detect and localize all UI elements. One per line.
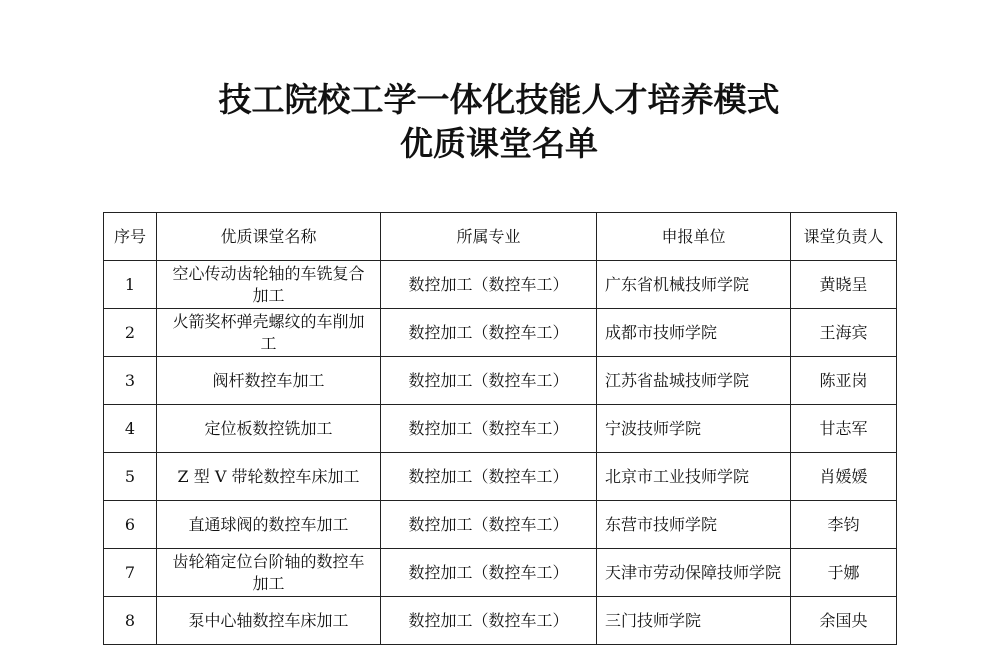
header-major: 所属专业 — [381, 213, 597, 261]
row-index: 7 — [104, 549, 157, 597]
row-unit: 三门技师学院 — [605, 610, 702, 630]
row-index: 4 — [104, 405, 157, 453]
row-course: 泵中心轴数控车床加工 — [188, 610, 349, 630]
row-unit-cell — [597, 405, 791, 453]
row-major: 数控加工（数控车工） — [381, 501, 597, 549]
table-row — [104, 501, 897, 549]
row-index: 1 — [104, 261, 157, 309]
row-major: 数控加工（数控车工） — [381, 309, 597, 357]
row-owner: 王海宾 — [791, 309, 897, 357]
table-row — [104, 261, 897, 309]
table-row — [104, 357, 897, 405]
row-course-cell — [157, 309, 381, 357]
row-major: 数控加工（数控车工） — [381, 549, 597, 597]
row-major: 数控加工（数控车工） — [381, 357, 597, 405]
row-unit: 广东省机械技师学院 — [605, 274, 750, 294]
row-major: 数控加工（数控车工） — [381, 597, 597, 645]
row-unit-cell — [597, 453, 791, 501]
table-row — [104, 405, 897, 453]
row-index: 2 — [104, 309, 157, 357]
row-course: 定位板数控铣加工 — [204, 418, 333, 438]
title-line-2: 优质课堂名单 — [400, 124, 598, 163]
row-unit-cell — [597, 501, 791, 549]
table-row — [104, 597, 897, 645]
document-title — [0, 78, 998, 166]
table-row — [104, 309, 897, 357]
row-course-cell — [157, 453, 381, 501]
row-owner: 陈亚岗 — [791, 357, 897, 405]
header-course: 优质课堂名称 — [157, 213, 381, 261]
row-course: 空心传动齿轮轴的车铣复合加工 — [172, 263, 365, 305]
row-course: Z 型 V 带轮数控车床加工 — [177, 466, 360, 486]
row-owner: 李钧 — [791, 501, 897, 549]
row-course: 齿轮箱定位台阶轴的数控车加工 — [172, 551, 365, 593]
row-major: 数控加工（数控车工） — [381, 405, 597, 453]
row-unit: 东营市技师学院 — [605, 514, 718, 534]
row-course-cell — [157, 261, 381, 309]
row-unit: 天津市劳动保障技师学院 — [605, 562, 782, 582]
row-unit: 成都市技师学院 — [605, 322, 718, 342]
row-unit: 北京市工业技师学院 — [605, 466, 750, 486]
row-owner: 黄晓呈 — [791, 261, 897, 309]
row-owner: 余国央 — [791, 597, 897, 645]
row-course-cell — [157, 549, 381, 597]
row-unit-cell — [597, 261, 791, 309]
row-unit: 宁波技师学院 — [605, 418, 702, 438]
row-course-cell — [157, 597, 381, 645]
row-course-cell — [157, 357, 381, 405]
row-index: 6 — [104, 501, 157, 549]
table-row — [104, 549, 897, 597]
row-unit-cell — [597, 357, 791, 405]
title-line-1: 技工院校工学一体化技能人才培养模式 — [218, 80, 780, 119]
row-index: 3 — [104, 357, 157, 405]
header-index: 序号 — [104, 213, 157, 261]
row-major: 数控加工（数控车工） — [381, 453, 597, 501]
course-roster-table — [103, 212, 897, 645]
row-major: 数控加工（数控车工） — [381, 261, 597, 309]
table-row — [104, 453, 897, 501]
row-index: 5 — [104, 453, 157, 501]
row-unit: 江苏省盐城技师学院 — [605, 370, 750, 390]
row-course: 火箭奖杯弹壳螺纹的车削加工 — [172, 311, 365, 353]
row-course: 阀杆数控车加工 — [212, 370, 325, 390]
row-unit-cell — [597, 597, 791, 645]
row-owner: 肖媛媛 — [791, 453, 897, 501]
row-course: 直通球阀的数控车加工 — [188, 514, 349, 534]
row-owner: 于娜 — [791, 549, 897, 597]
row-unit-cell — [597, 549, 791, 597]
header-owner: 课堂负责人 — [791, 213, 897, 261]
table-header-row — [104, 213, 897, 261]
row-course-cell — [157, 501, 381, 549]
header-unit: 申报单位 — [597, 213, 791, 261]
row-course-cell — [157, 405, 381, 453]
row-owner: 甘志军 — [791, 405, 897, 453]
row-index: 8 — [104, 597, 157, 645]
row-unit-cell — [597, 309, 791, 357]
